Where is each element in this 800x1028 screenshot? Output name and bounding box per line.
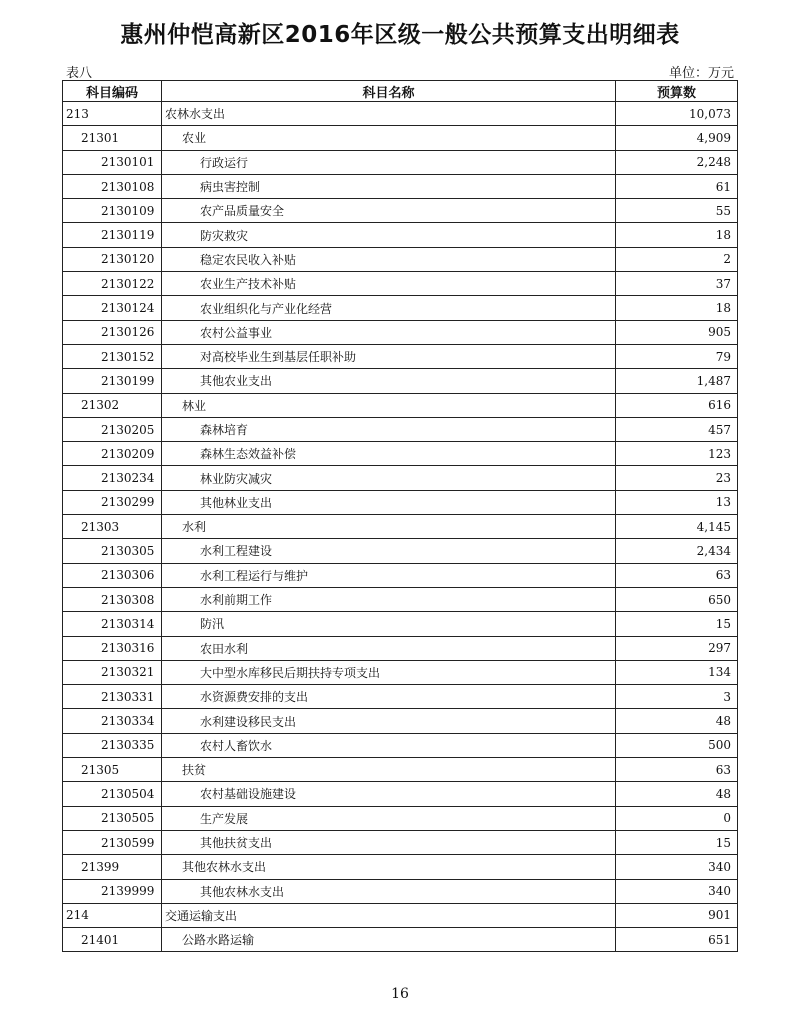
row-amount: 1,487 <box>616 369 738 393</box>
row-name: 林业防灾减灾 <box>162 466 616 490</box>
table-label: 表八 <box>66 66 93 81</box>
row-code: 21305 <box>63 758 162 782</box>
table-row <box>63 636 738 660</box>
row-code: 2130152 <box>63 344 162 368</box>
row-amount: 905 <box>616 320 738 344</box>
row-code: 2130126 <box>63 320 162 344</box>
row-amount: 500 <box>616 733 738 757</box>
table-row <box>63 223 738 247</box>
budget-table <box>62 80 738 952</box>
row-code: 2130122 <box>63 272 162 296</box>
row-name: 农业 <box>162 126 616 150</box>
row-code: 2130124 <box>63 296 162 320</box>
row-name: 病虫害控制 <box>162 174 616 198</box>
table-body <box>63 102 738 952</box>
row-amount: 10,073 <box>616 102 738 126</box>
row-amount: 651 <box>616 928 738 952</box>
row-name: 森林培育 <box>162 417 616 441</box>
table-row <box>63 733 738 757</box>
row-amount: 4,909 <box>616 126 738 150</box>
row-amount: 457 <box>616 417 738 441</box>
row-name: 林业 <box>162 393 616 417</box>
table-row <box>63 903 738 927</box>
row-code: 2130109 <box>63 199 162 223</box>
row-code: 2130321 <box>63 660 162 684</box>
row-code: 2130314 <box>63 612 162 636</box>
row-code: 2130234 <box>63 466 162 490</box>
row-name: 交通运输支出 <box>162 903 616 927</box>
table-row <box>63 320 738 344</box>
row-name: 农业生产技术补贴 <box>162 272 616 296</box>
row-name: 扶贫 <box>162 758 616 782</box>
row-code: 2130331 <box>63 685 162 709</box>
row-code: 2130308 <box>63 587 162 611</box>
table-row <box>63 466 738 490</box>
table-header-row <box>63 81 738 102</box>
row-code: 2130599 <box>63 830 162 854</box>
row-code: 213 <box>63 102 162 126</box>
row-name: 其他扶贫支出 <box>162 830 616 854</box>
row-amount: 55 <box>616 199 738 223</box>
unit-label: 单位：万元 <box>668 66 734 81</box>
row-amount: 650 <box>616 587 738 611</box>
table-row <box>63 879 738 903</box>
row-amount: 901 <box>616 903 738 927</box>
header-amount: 预算数 <box>616 81 738 102</box>
row-amount: 18 <box>616 296 738 320</box>
row-name: 其他林业支出 <box>162 490 616 514</box>
row-code: 21401 <box>63 928 162 952</box>
row-name: 大中型水库移民后期扶持专项支出 <box>162 660 616 684</box>
table-row <box>63 539 738 563</box>
table-row <box>63 830 738 854</box>
row-amount: 4,145 <box>616 515 738 539</box>
row-amount: 15 <box>616 612 738 636</box>
table-row <box>63 806 738 830</box>
row-name: 水利工程运行与维护 <box>162 563 616 587</box>
row-code: 21303 <box>63 515 162 539</box>
table-row <box>63 369 738 393</box>
table-row <box>63 612 738 636</box>
table-row <box>63 442 738 466</box>
row-name: 农田水利 <box>162 636 616 660</box>
row-code: 2130305 <box>63 539 162 563</box>
row-name: 水利建设移民支出 <box>162 709 616 733</box>
row-code: 2130335 <box>63 733 162 757</box>
row-name: 农业组织化与产业化经营 <box>162 296 616 320</box>
page-number: 16 <box>391 986 409 1002</box>
row-amount: 48 <box>616 782 738 806</box>
row-code: 2130108 <box>63 174 162 198</box>
row-amount: 2 <box>616 247 738 271</box>
row-code: 2139999 <box>63 879 162 903</box>
row-code: 214 <box>63 903 162 927</box>
row-name: 水利 <box>162 515 616 539</box>
row-name: 其他农业支出 <box>162 369 616 393</box>
table-row <box>63 758 738 782</box>
row-name: 公路水路运输 <box>162 928 616 952</box>
table-row <box>63 563 738 587</box>
row-amount: 2,434 <box>616 539 738 563</box>
row-amount: 23 <box>616 466 738 490</box>
table-row <box>63 126 738 150</box>
row-code: 2130101 <box>63 150 162 174</box>
row-code: 2130205 <box>63 417 162 441</box>
table-row <box>63 685 738 709</box>
row-code: 2130299 <box>63 490 162 514</box>
row-name: 水利工程建设 <box>162 539 616 563</box>
row-amount: 61 <box>616 174 738 198</box>
row-amount: 18 <box>616 223 738 247</box>
row-amount: 15 <box>616 830 738 854</box>
row-amount: 63 <box>616 758 738 782</box>
row-amount: 48 <box>616 709 738 733</box>
row-name: 农村基础设施建设 <box>162 782 616 806</box>
row-name: 生产发展 <box>162 806 616 830</box>
row-name: 行政运行 <box>162 150 616 174</box>
table-row <box>63 247 738 271</box>
row-amount: 297 <box>616 636 738 660</box>
row-amount: 616 <box>616 393 738 417</box>
row-code: 21399 <box>63 855 162 879</box>
table-row <box>63 660 738 684</box>
row-code: 2130120 <box>63 247 162 271</box>
row-name: 稳定农民收入补贴 <box>162 247 616 271</box>
row-name: 水资源费安排的支出 <box>162 685 616 709</box>
row-code: 2130505 <box>63 806 162 830</box>
row-name: 其他农林水支出 <box>162 879 616 903</box>
table-row <box>63 393 738 417</box>
table-row <box>63 515 738 539</box>
header-name: 科目名称 <box>162 81 616 102</box>
table-row <box>63 782 738 806</box>
row-code: 21301 <box>63 126 162 150</box>
row-code: 2130119 <box>63 223 162 247</box>
header-code: 科目编码 <box>63 81 162 102</box>
row-name: 农林水支出 <box>162 102 616 126</box>
row-code: 2130334 <box>63 709 162 733</box>
table-row <box>63 417 738 441</box>
table-row <box>63 587 738 611</box>
row-amount: 0 <box>616 806 738 830</box>
row-code: 2130209 <box>63 442 162 466</box>
table-row <box>63 102 738 126</box>
table-row <box>63 490 738 514</box>
row-amount: 79 <box>616 344 738 368</box>
table-row <box>63 928 738 952</box>
row-name: 其他农林水支出 <box>162 855 616 879</box>
row-amount: 123 <box>616 442 738 466</box>
row-name: 农村人畜饮水 <box>162 733 616 757</box>
table-row <box>63 344 738 368</box>
row-amount: 340 <box>616 855 738 879</box>
row-amount: 63 <box>616 563 738 587</box>
table-row <box>63 150 738 174</box>
row-code: 2130199 <box>63 369 162 393</box>
table-row <box>63 855 738 879</box>
row-name: 农产品质量安全 <box>162 199 616 223</box>
row-amount: 2,248 <box>616 150 738 174</box>
row-name: 防汛 <box>162 612 616 636</box>
table-row <box>63 174 738 198</box>
row-name: 对高校毕业生到基层任职补助 <box>162 344 616 368</box>
row-code: 2130316 <box>63 636 162 660</box>
row-amount: 13 <box>616 490 738 514</box>
row-amount: 340 <box>616 879 738 903</box>
table-row <box>63 296 738 320</box>
row-amount: 3 <box>616 685 738 709</box>
row-code: 2130306 <box>63 563 162 587</box>
row-name: 防灾救灾 <box>162 223 616 247</box>
table-row <box>63 199 738 223</box>
table-row <box>63 272 738 296</box>
table-row <box>63 709 738 733</box>
row-name: 水利前期工作 <box>162 587 616 611</box>
row-amount: 134 <box>616 660 738 684</box>
row-code: 2130504 <box>63 782 162 806</box>
row-amount: 37 <box>616 272 738 296</box>
page-title: 惠州仲恺高新区2016年区级一般公共预算支出明细表 <box>120 22 680 48</box>
row-name: 森林生态效益补偿 <box>162 442 616 466</box>
row-code: 21302 <box>63 393 162 417</box>
row-name: 农村公益事业 <box>162 320 616 344</box>
